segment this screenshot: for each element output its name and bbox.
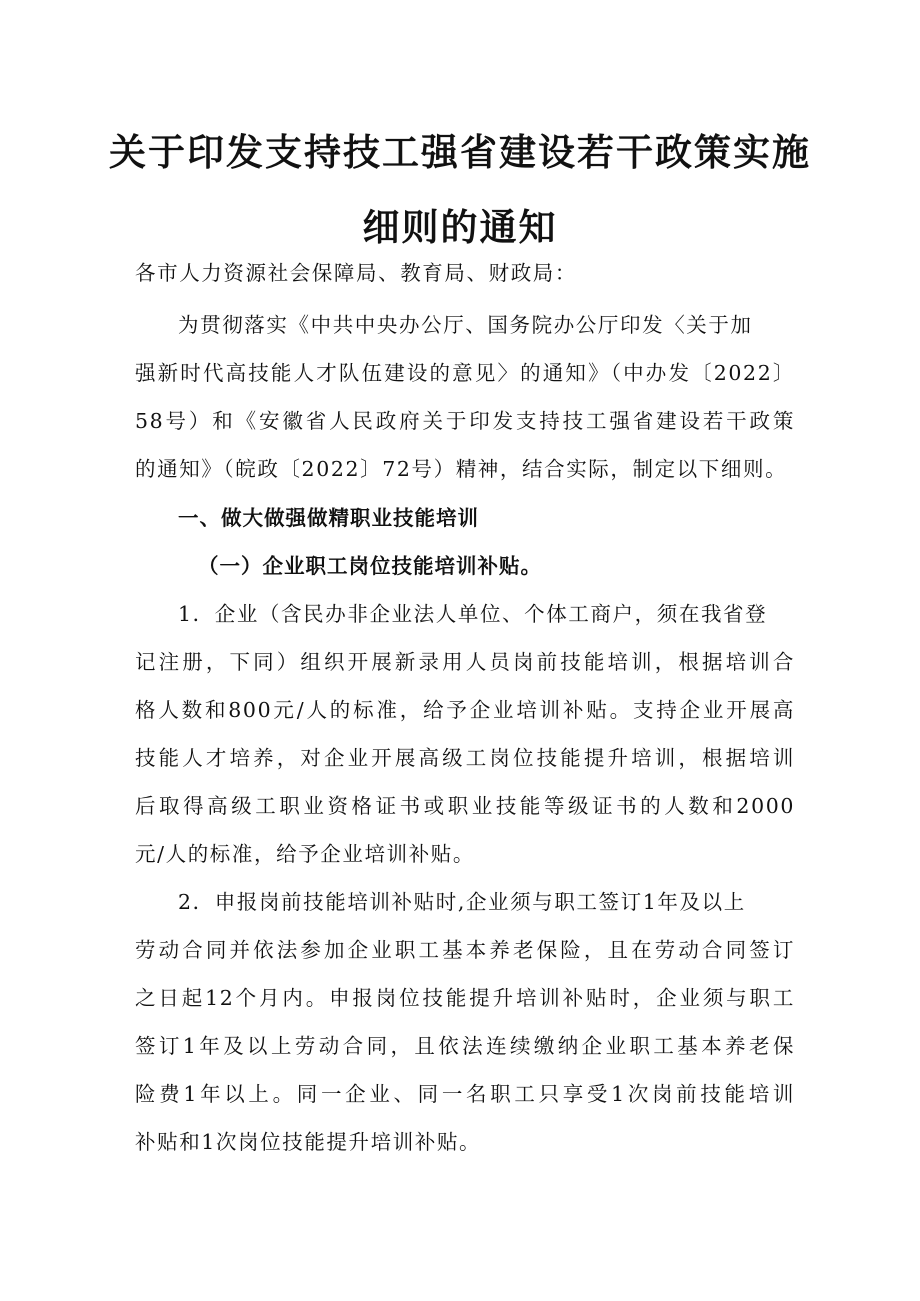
item-2-line: 之日起12个月内。申报岗位技能提升培训补贴时，企业须与职工	[135, 986, 795, 1010]
intro-line: 58号）和《安徽省人民政府关于印发支持技工强省建设若干政策	[135, 409, 795, 433]
intro-line: 为贯彻落实《中共中央办公厅、国务院办公厅印发〈关于加	[178, 313, 753, 337]
item-1-line: 记注册，下同）组织开展新录用人员岗前技能培训，根据培训合	[135, 650, 795, 674]
document-title-line-1: 关于印发支持技工强省建设若干政策实施	[109, 131, 811, 174]
item-2-line: 2．申报岗前技能培训补贴时,企业须与职工签订1年及以上	[178, 890, 746, 914]
section-heading: 一、做大做强做精职业技能培训	[178, 506, 479, 530]
subsection-heading: （一）企业职工岗位技能培训补贴。	[198, 554, 542, 578]
item-2-line: 签订1年及以上劳动合同，且依法连续缴纳企业职工基本养老保	[135, 1034, 795, 1058]
item-1-line: 技能人才培养，对企业开展高级工岗位技能提升培训，根据培训	[135, 746, 795, 770]
item-2-line: 险费1年以上。同一企业、同一名职工只享受1次岗前技能培训	[135, 1082, 795, 1106]
item-2-line: 补贴和1次岗位技能提升培训补贴。	[135, 1130, 482, 1154]
item-1-line: 元/人的标准，给予企业培训补贴。	[135, 842, 476, 866]
item-2-line: 劳动合同并依法参加企业职工基本养老保险，且在劳动合同签订	[135, 938, 795, 962]
intro-line: 强新时代高技能人才队伍建设的意见〉的通知》（中办发〔2022〕	[135, 361, 795, 385]
salutation: 各市人力资源社会保障局、教育局、财政局：	[135, 261, 577, 285]
item-1-line: 格人数和800元/人的标准，给予企业培训补贴。支持企业开展高	[135, 698, 795, 722]
intro-line: 的通知》（皖政〔2022〕72号）精神，结合实际，制定以下细则。	[135, 457, 788, 481]
item-1-line: 后取得高级工职业资格证书或职业技能等级证书的人数和2000	[135, 794, 795, 818]
document-title-line-2: 细则的通知	[362, 206, 558, 249]
item-1-line: 1．企业（含民办非企业法人单位、个体工商户，须在我省登	[178, 602, 768, 626]
